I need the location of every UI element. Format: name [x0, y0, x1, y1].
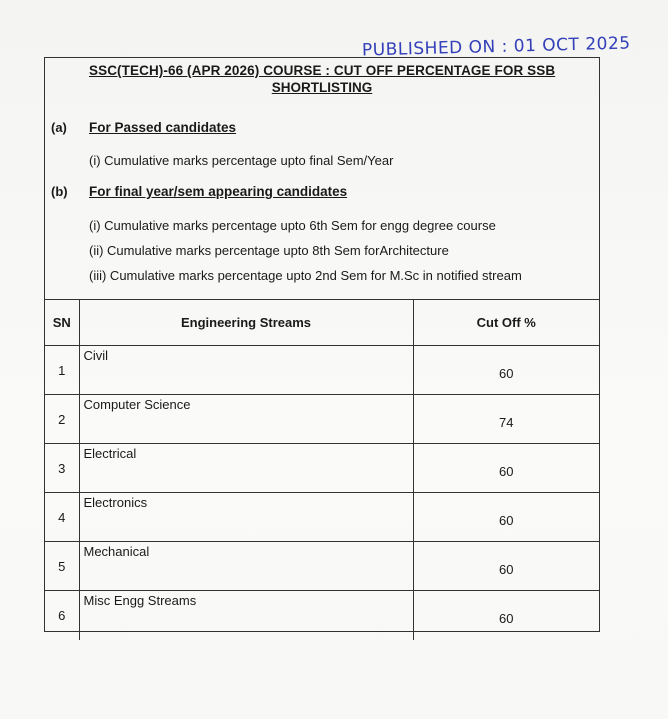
- row-sn: 2: [45, 395, 79, 444]
- row-cutoff: 74: [413, 395, 599, 444]
- title-line-1: SSC(TECH)-66 (APR 2026) COURSE : CUT OFF PERCENTAGE FOR SSB: [89, 63, 556, 78]
- table-row: [45, 591, 599, 640]
- header-block: [45, 58, 599, 300]
- cutoff-document: [44, 57, 600, 632]
- row-stream: Electrical: [79, 444, 413, 493]
- header-sn: SN: [45, 299, 79, 346]
- published-stamp: PUBLISHED ON : 01 OCT 2025: [361, 33, 631, 61]
- row-cutoff: 60: [413, 346, 599, 395]
- table-row: [45, 493, 599, 542]
- header-stream: Engineering Streams: [79, 299, 413, 346]
- row-stream: Electronics: [79, 493, 413, 542]
- row-stream: Misc Engg Streams: [79, 591, 413, 640]
- row-sn: 4: [45, 493, 79, 542]
- row-sn: 6: [45, 591, 79, 640]
- section-b-item-1: (i) Cumulative marks percentage upto 6th Sem for engg degree course: [89, 218, 496, 233]
- section-a-label: (a): [51, 120, 67, 135]
- row-stream: Civil: [79, 346, 413, 395]
- table-row: [45, 395, 599, 444]
- row-stream: Computer Science: [79, 395, 413, 444]
- table-header-row: [45, 299, 599, 346]
- section-b-item-3: (iii) Cumulative marks percentage upto 2nd Sem for M.Sc in notified stream: [89, 268, 522, 283]
- table-row: [45, 542, 599, 591]
- row-cutoff: 60: [413, 444, 599, 493]
- section-b-title: For final year/sem appearing candidates: [89, 184, 348, 199]
- row-sn: 3: [45, 444, 79, 493]
- row-cutoff: 60: [413, 493, 599, 542]
- row-sn: 1: [45, 346, 79, 395]
- section-a-title: For Passed candidates: [89, 120, 237, 135]
- row-cutoff: 60: [413, 542, 599, 591]
- table-row: [45, 444, 599, 493]
- cutoff-table: [45, 299, 599, 640]
- row-cutoff: 60: [413, 591, 599, 640]
- title-line-2: SHORTLISTING: [271, 80, 373, 95]
- header-cutoff: Cut Off %: [413, 299, 599, 346]
- table-row: [45, 346, 599, 395]
- section-b-item-2: (ii) Cumulative marks percentage upto 8th Sem forArchitecture: [89, 243, 449, 258]
- section-a-item-1: (i) Cumulative marks percentage upto final Sem/Year: [89, 153, 394, 168]
- section-b-label: (b): [51, 184, 68, 199]
- row-sn: 5: [45, 542, 79, 591]
- row-stream: Mechanical: [79, 542, 413, 591]
